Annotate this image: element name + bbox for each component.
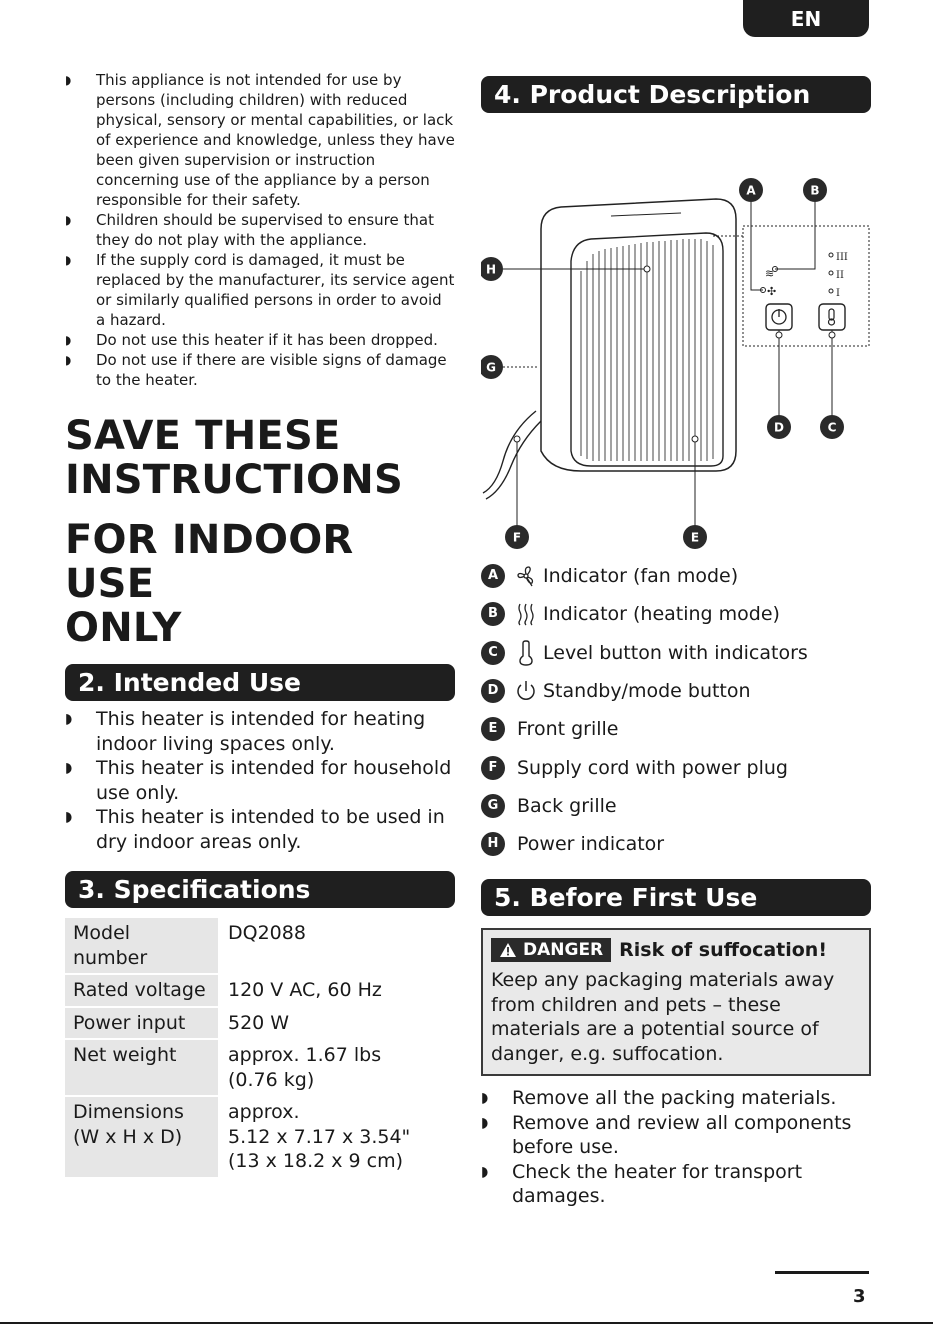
list-item: ◗ This heater is intended to be used in dry indoor areas only. [65,806,445,853]
bullet-icon: ◗ [65,711,73,727]
heater-illustration [481,121,871,551]
before-use-list [481,1086,871,1209]
warning-icon [499,942,517,958]
level-label-3: III [836,252,848,263]
safety-list [65,70,455,390]
diagram-label-e: E [690,530,700,545]
list-item: ◗ Check the heater for transport damages. [481,1160,803,1208]
danger-title: Risk of suffocation! [619,939,827,962]
level-label-1: I [836,288,840,299]
bullet-icon: ◗ [65,213,72,227]
bullet-icon: ◗ [481,1163,489,1180]
danger-text: Keep any packaging materials away from children and pets – these materials are a potential source of danger, e.g. suffocation. [491,969,835,1065]
list-item: E Front grille [481,710,871,748]
list-item: C Level button with indicators [481,634,871,672]
heat-waves-icon [509,602,543,626]
bullet-icon: ◗ [65,333,72,347]
indoor-use-heading: FOR INDOOR USE ONLY [65,517,354,651]
table-row: Model number DQ2088 [65,918,455,973]
list-item: D Standby/mode button [481,672,871,710]
table-row: Rated voltage 120 V AC, 60 Hz [65,975,455,1006]
bullet-icon: ◗ [65,809,73,825]
power-icon [509,679,543,703]
thermometer-icon [509,640,543,666]
product-diagram [481,121,871,551]
table-row: Dimensions (W x H x D) approx. 5.12 x 7.17 x 3.54" (13 x 18.2 x 9 cm) [65,1097,455,1177]
list-item: ◗ This heater is intended for household use only. [65,757,452,804]
diagram-label-g: G [486,360,496,375]
fan-icon [509,565,543,587]
footer-rule [775,1271,869,1274]
list-item: ◗ Do not use if there are visible signs of damage to the heater. [65,351,447,389]
list-item: ◗ This appliance is not intended for use by persons (including children) with reduced physical, sensory or mental capabilities, or lack of experience and knowledge, unless they have been given supervision or instruction concerning use of the appliance by a person responsible for their safety. [65,71,455,209]
fan-mini-icon: ✣ [767,285,777,298]
page-number: 3 [853,1286,866,1307]
left-column [65,70,455,1179]
table-row: Power input 520 W [65,1008,455,1039]
diagram-label-h: H [485,262,497,277]
list-item: F Supply cord with power plug [481,748,871,786]
save-instructions-heading: SAVE THESE INSTRUCTIONS [65,413,403,503]
list-item: H Power indicator [481,825,871,863]
danger-badge: DANGER [491,938,611,962]
list-item: ◗ If the supply cord is damaged, it must be replaced by the manufacturer, its service agent or similarly qualified persons in order to avoid a hazard. [65,251,455,329]
bullet-icon: ◗ [65,253,72,267]
diagram-label-d: D [774,420,784,435]
danger-box [481,928,871,1076]
right-column [481,76,871,1209]
section-title-product-description: 4. Product Description [481,76,871,113]
table-row: Net weight approx. 1.67 lbs (0.76 kg) [65,1040,455,1095]
diagram-label-c: C [827,420,837,435]
list-item: ◗ Children should be supervised to ensure that they do not play with the appliance. [65,211,434,249]
list-item: ◗ Remove and review all components before use. [481,1111,852,1159]
section-title-before-first-use: 5. Before First Use [481,879,871,916]
component-legend [481,557,871,863]
list-item: ◗ Remove all the packing materials. [481,1087,837,1110]
list-item: A Indicator (fan mode) [481,557,871,595]
bullet-icon: ◗ [65,73,72,87]
diagram-label-b: B [810,183,820,198]
bullet-icon: ◗ [481,1090,489,1107]
bullet-icon: ◗ [65,760,73,776]
specifications-table [65,916,455,1179]
level-label-2: II [836,270,844,281]
list-item: B Indicator (heating mode) [481,595,871,633]
bullet-icon: ◗ [481,1114,489,1131]
diagram-label-f: F [512,530,522,545]
diagram-label-a: A [746,183,756,198]
intended-use-list [65,707,455,854]
language-tab: EN [743,0,869,37]
section-title-intended-use: 2. Intended Use [65,664,455,701]
heat-mini-icon: ≋ [765,267,775,280]
list-item: G Back grille [481,787,871,825]
bullet-icon: ◗ [65,353,72,367]
list-item: ◗ This heater is intended for heating indoor living spaces only. [65,708,426,755]
list-item: ◗ Do not use this heater if it has been dropped. [65,331,438,349]
section-title-specifications: 3. Specifications [65,871,455,908]
